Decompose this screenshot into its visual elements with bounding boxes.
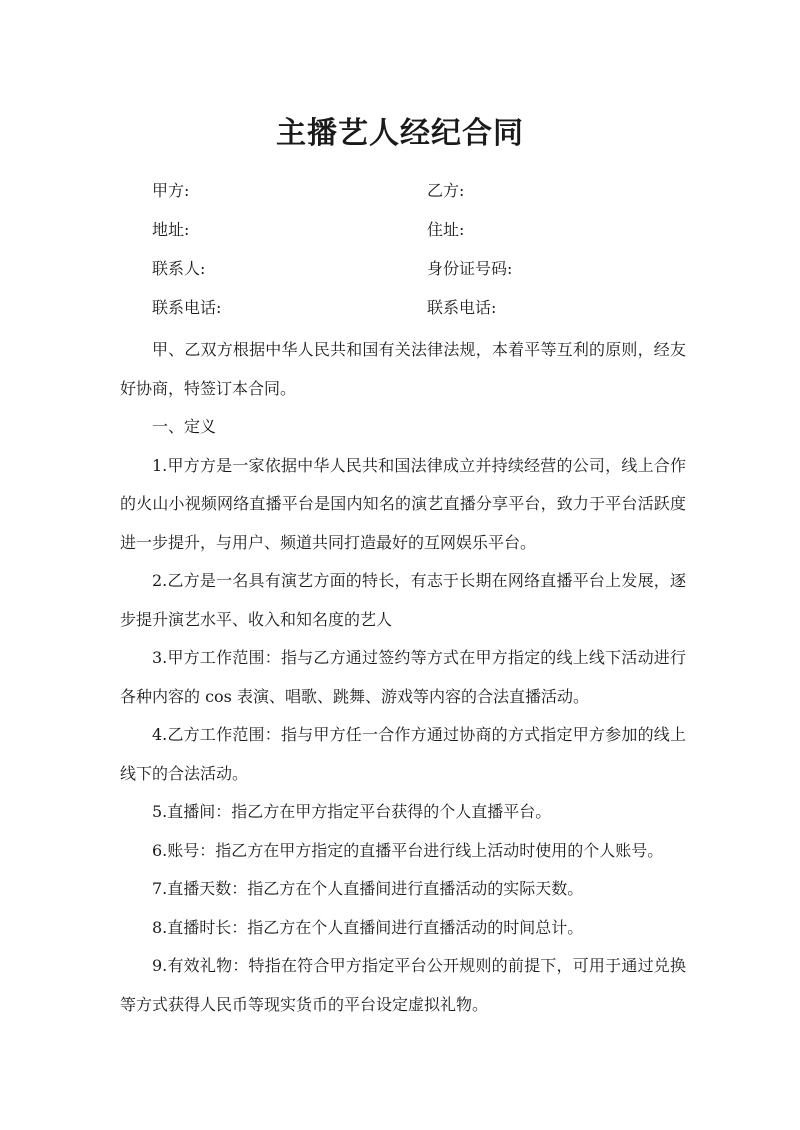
contact-label: 联系人:: [152, 259, 206, 278]
clause-paragraph: 4.乙方工作范围：指与甲方任一合作方通过协商的方式指定甲方参加的线上线下的合法活动。: [120, 725, 686, 783]
party-row: [152, 178, 712, 217]
contact-row: [152, 256, 712, 295]
document-title: 主播艺人经纪合同: [276, 116, 524, 151]
phone-b-label: 联系电话:: [427, 298, 497, 317]
id-number-label: 身份证号码:: [427, 259, 513, 278]
clause-paragraph: 3.甲方工作范围：指与乙方通过签约等方式在甲方指定的线上线下活动进行各种内容的 cos 表演、唱歌、跳舞、游戏等内容的合法直播活动。: [120, 648, 686, 706]
clause-paragraph: 9.有效礼物：特指在符合甲方指定平台公开规则的前提下，可用于通过兑换等方式获得人民币等现实货币的平台设定虚拟礼物。: [120, 956, 686, 1014]
phone-a-label: 联系电话:: [152, 298, 222, 317]
clause-paragraph: 2.乙方是一名具有演艺方面的特长，有志于长期在网络直播平台上发展，逐步提升演艺水平、收入和知名度的艺人: [120, 571, 686, 629]
address-a-label: 地址:: [152, 220, 190, 239]
clause-paragraph: 5.直播间：指乙方在甲方指定平台获得的个人直播平台。: [152, 802, 552, 821]
party-info-block: [152, 178, 712, 334]
clause-paragraph: 8.直播时长：指乙方在个人直播间进行直播活动的时间总计。: [152, 917, 584, 937]
clause-paragraph: 7.直播天数：指乙方在个人直播间进行直播活动的实际天数。: [152, 879, 584, 898]
section-heading: 一、定义: [152, 417, 217, 436]
phone-row: [152, 295, 712, 334]
party-a-label: 甲方:: [152, 181, 190, 200]
party-b-label: 乙方:: [427, 181, 465, 200]
address-b-label: 住址:: [427, 220, 465, 239]
intro-paragraph: 甲、乙双方根据中华人民共和国有关法律法规，本着平等互利的原则，经友好协商，特签订本合同。: [120, 340, 686, 398]
address-row: [152, 217, 712, 256]
clause-paragraph: 6.账号：指乙方在甲方指定的直播平台进行线上活动时使用的个人账号。: [152, 840, 664, 860]
clause-paragraph: 1.甲方方是一家依据中华人民共和国法律成立并持续经营的公司，线上合作的火山小视频网络直播平台是国内知名的演艺直播分享平台，致力于平台活跃度进一步提升，与用户、频道共同打造最好的互网娱乐平台。: [120, 455, 686, 552]
contract-body: [120, 331, 686, 1024]
